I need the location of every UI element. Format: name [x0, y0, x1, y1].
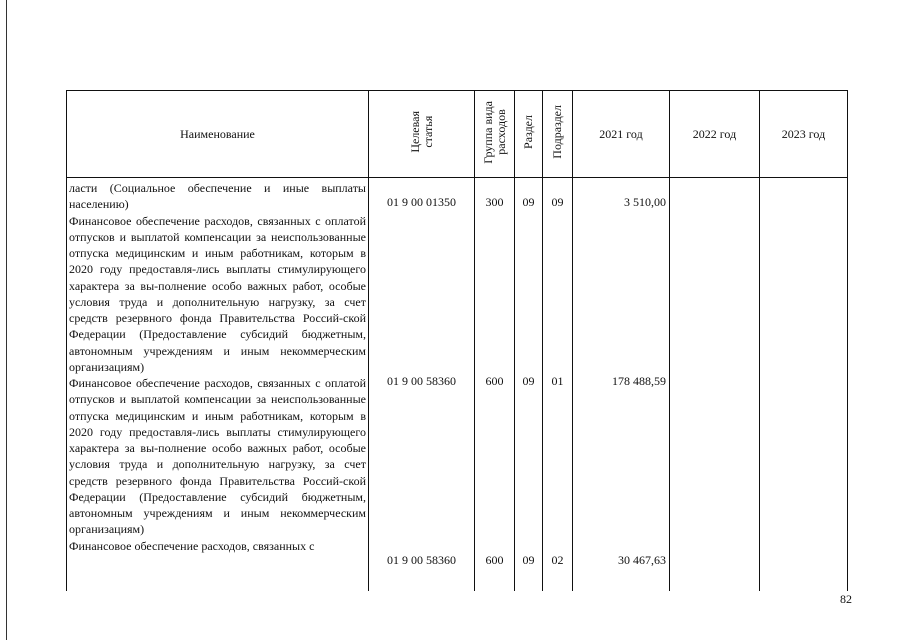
name-line-0: ласти (Социальное обеспечение и иные выплаты населению)	[69, 181, 366, 212]
header-section	[515, 91, 543, 178]
row-2-group: 600	[485, 553, 504, 567]
budget-table	[66, 90, 848, 591]
table-header-row	[67, 91, 848, 178]
target-cell	[369, 178, 475, 592]
header-name	[67, 91, 369, 178]
row-0-section: 09	[522, 195, 535, 209]
row-0-target: 01 9 00 01350	[387, 195, 456, 209]
row-1-group: 600	[485, 374, 504, 388]
name-line-3: Финансовое обеспечение расходов, связанных с	[69, 538, 315, 553]
header-2021-label: 2021 год	[599, 127, 643, 141]
header-target-label: Целевая статья	[407, 111, 435, 153]
row-0-subsection: 09	[551, 195, 564, 209]
page-number: 82	[840, 592, 852, 606]
header-subsection	[543, 91, 573, 178]
amount-2022-cell	[670, 178, 760, 592]
subsection-cell	[543, 178, 573, 592]
name-cell	[67, 178, 369, 592]
row-1-subsection: 01	[551, 374, 564, 388]
header-target-article	[369, 91, 475, 178]
header-name-label: Наименование	[180, 127, 255, 141]
row-2-section: 09	[522, 553, 535, 567]
row-0-group: 300	[485, 195, 504, 209]
row-2-subsection: 02	[551, 553, 564, 567]
header-subsection-label: Подраздел	[550, 105, 564, 159]
binder-margin-line	[6, 0, 7, 640]
header-expense-group	[475, 91, 515, 178]
header-section-label: Раздел	[521, 115, 535, 149]
header-2023	[760, 91, 848, 178]
header-2022-label: 2022 год	[692, 127, 737, 141]
row-2-target: 01 9 00 58360	[387, 553, 456, 567]
group-cell	[475, 178, 515, 592]
name-line-2: Финансовое обеспечение расходов, связанных с оплатой отпусков и выплатой компенсации за неиспользованные отпуска медицинским и иным работникам, которым в 2020 году предоставля-лись выплаты стимулирующего характера за вы-полнение особо важных работ, особые условия труда и дополнительную нагрузку, за счет средств резервного фонда Правительства Россий-ской Федерации (Предоставление субсидий бюджетным, автономным учреждениям и иным некоммерческим организациям)	[69, 376, 366, 537]
row-0-amount-2021: 3 510,00	[624, 195, 666, 209]
row-1-amount-2021: 178 488,59	[612, 374, 666, 388]
amount-2021-cell	[573, 178, 670, 592]
table-body-row	[67, 178, 848, 592]
name-line-1: Финансовое обеспечение расходов, связанных с оплатой отпусков и выплатой компенсации за неиспользованные отпуска медицинским и иным работникам, которым в 2020 году предоставля-лись выплаты стимулирующего характера за вы-полнение особо важных работ, особые условия труда и дополнительную нагрузку, за счет средств резервного фонда Правительства Россий-ской Федерации (Предоставление субсидий бюджетным, автономным учреждениям и иным некоммерческим организациям)	[69, 213, 366, 374]
header-2023-label: 2023 год	[781, 127, 826, 141]
header-group-label: Группа вида расходов	[480, 100, 508, 164]
header-2022	[670, 91, 760, 178]
amount-2023-cell	[760, 178, 848, 592]
section-cell	[515, 178, 543, 592]
header-2021	[573, 91, 670, 178]
row-1-target: 01 9 00 58360	[387, 374, 456, 388]
row-1-section: 09	[522, 374, 535, 388]
row-2-amount-2021: 30 467,63	[618, 553, 666, 567]
